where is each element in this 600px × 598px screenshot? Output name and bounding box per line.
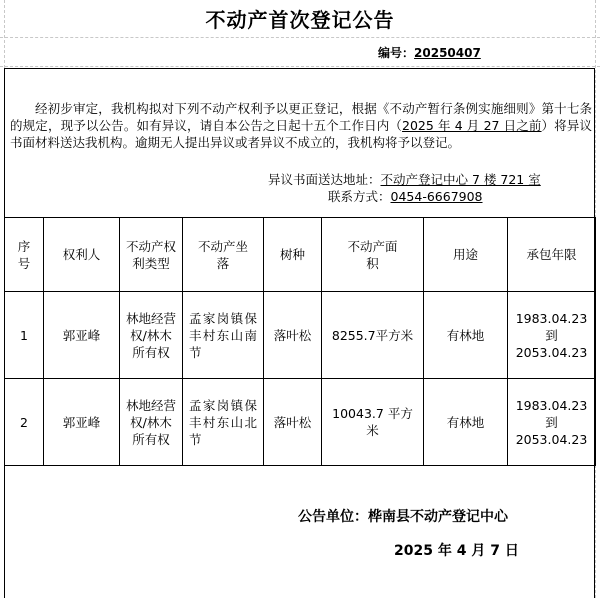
objection-address — [268, 170, 541, 188]
header-holder: 权利人 — [44, 218, 120, 292]
issuing-unit-name: 桦南县不动产登记中心 — [368, 509, 508, 525]
header-area: 不动产面积 — [322, 218, 424, 292]
cell-term — [508, 292, 596, 379]
table-row — [5, 379, 596, 466]
cell-holder: 郭亚峰 — [44, 292, 120, 379]
contact-label: 联系方式： — [328, 189, 391, 204]
cell-usage: 有林地 — [424, 379, 508, 466]
term-start: 1983.04.23 — [515, 397, 588, 413]
intro-text-tail: ）将异议书面材料送达我机构。逾期无人提出异议或者异议不成立的，我机构将予以登记。 — [10, 118, 592, 150]
page-title: 不动产首次登记公告 — [205, 8, 395, 32]
term-end: 2053.04.23 — [515, 344, 588, 360]
objection-address-value: 不动产登记中心 7 楼 721 室 — [380, 172, 541, 187]
intro-paragraph — [10, 100, 592, 151]
registration-table — [4, 217, 596, 466]
intro-text: 经初步审定，我机构拟对下列不动产权利予以更正登记，根据《不动产暂行条例实施细则》第十七条的规定，现予以公告。如有异议，请自本公告之日起十五个工作日内（ — [10, 101, 592, 133]
cell-holder: 郭亚峰 — [44, 379, 120, 466]
contact-value: 0454-6667908 — [390, 189, 483, 204]
header-no: 序号 — [5, 218, 44, 292]
cell-right-type: 林地经营权/林木所有权 — [120, 379, 183, 466]
document-number-label: 编号： — [378, 46, 415, 60]
document-number-value: 20250407 — [414, 46, 481, 60]
cell-no: 2 — [5, 379, 44, 466]
header-usage: 用途 — [424, 218, 508, 292]
cell-species: 落叶松 — [264, 292, 322, 379]
contact-info — [328, 187, 483, 205]
term-to: 到 — [545, 414, 558, 430]
document-number — [378, 44, 481, 61]
cell-no: 1 — [5, 292, 44, 379]
issuing-unit-label: 公告单位： — [298, 509, 368, 525]
term-start: 1983.04.23 — [515, 310, 588, 326]
issue-date: 2025 年 4 月 7 日 — [394, 543, 519, 559]
grid-line — [0, 37, 600, 38]
cell-area: 10043.7 平方米 — [322, 379, 424, 466]
cell-species: 落叶松 — [264, 379, 322, 466]
table-header-row — [5, 218, 596, 292]
header-term: 承包年限 — [508, 218, 596, 292]
cell-right-type: 林地经营权/林木所有权 — [120, 292, 183, 379]
cell-term — [508, 379, 596, 466]
cell-usage: 有林地 — [424, 292, 508, 379]
table-row — [5, 292, 596, 379]
header-right-type: 不动产权利类型 — [120, 218, 183, 292]
term-to: 到 — [545, 327, 558, 343]
header-species: 树种 — [264, 218, 322, 292]
objection-deadline: 2025 年 4 月 27 日之前 — [402, 118, 542, 133]
cell-area: 8255.7平方米 — [322, 292, 424, 379]
term-end: 2053.04.23 — [515, 431, 588, 447]
cell-location: 孟家岗镇保丰村东山北节 — [183, 379, 264, 466]
grid-line — [0, 66, 600, 67]
issuing-unit — [298, 506, 508, 526]
header-location: 不动产坐落 — [183, 218, 264, 292]
cell-location: 孟家岗镇保丰村东山南节 — [183, 292, 264, 379]
objection-address-label: 异议书面送达地址： — [268, 172, 381, 187]
